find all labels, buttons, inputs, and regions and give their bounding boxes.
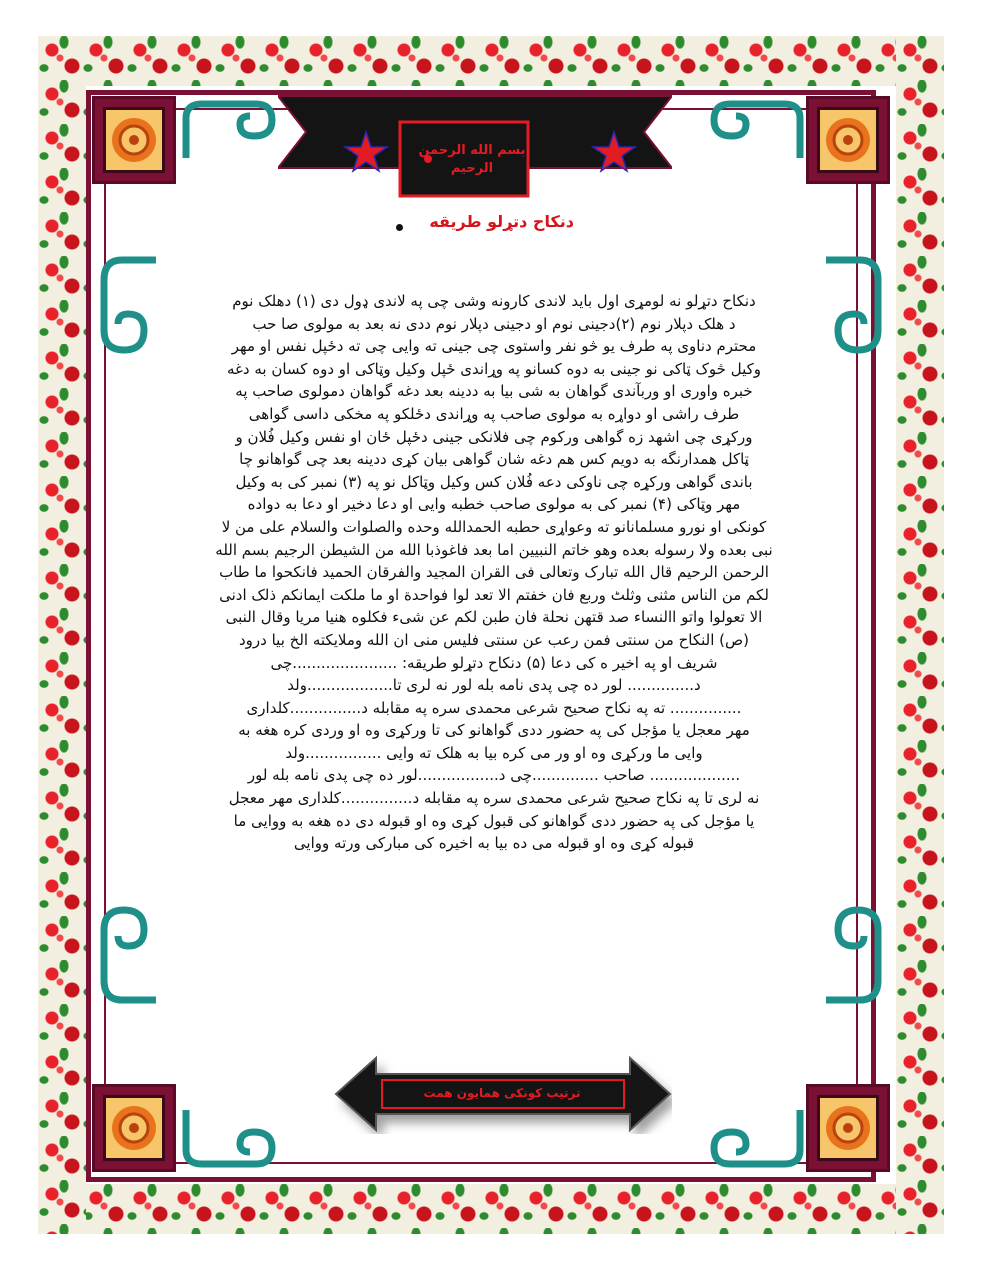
body-line: الا تعولوا واتو االنساء صد قتهن نحلة فان طبن لکم عن شیء فکلوه هنیا مریا وقال النبی [225,608,763,627]
spiral-scroll-icon [96,900,166,1010]
body-line: دنکاح دتړلو نه لومړی اول باید لاندی کارونه وشی چی په لاندی ډول دی (۱) دهلک نوم [232,292,756,310]
spiral-scroll-icon [690,98,810,168]
sunburst-medallion-icon [106,1098,162,1158]
body-line: یا مؤجل کی په حضور ددی گواهانو کی قبول کړی وه او قبوله دی ده هغه به ووایی ما [233,811,755,830]
body-line: لکم من الناس مثنی وثلٹ وربع فان خفتم الا تعد لوا فواحدة او ما ملکت ایمانکم ذلک ادنی [219,585,769,604]
body-line: ورکړی چی اشهد زه گواهی ورکوم چی فلانکی جینی دځپل ځان او نفس وکیل فُلان و [235,427,753,446]
footer-credit: ترتیب کونکی همایون همت [423,1086,581,1100]
body-line: مهر معجل یا مؤجل کی په حضور ددی گواهانو کی تا ورکړی وه او وردی کره هغه به [238,721,750,740]
spiral-scroll-icon [176,1100,296,1170]
body-line: د.............. لور ده چی پدی نامه بله لور نه لری تا..................ولد [287,676,701,695]
body-line: وایی ما ورکړی وه او ور می کره بیا به هلک ته وایی ................ولد [285,743,703,762]
body-line: نه لری تا په نکاح صحیح شرعی محمدی سره په مقابله د...............کلداری مهر معجل [228,789,760,808]
sunburst-medallion-icon [820,1098,876,1158]
body-line: وکیل څوک ټاکی نو جینی به دوه کسانو په وړاندی ځپل وکیل وټاکی او دوه کسان به دغه [227,359,761,378]
flower-border-top [38,36,944,86]
body-line: د هلک دپلار نوم (۲)دجینی نوم او دجینی دپلار نوم ددی نه بعد به مولوی صا حب [252,314,736,333]
body-line: مهر وټاکی (۴) نمبر کی به مولوی صاحب خطبه وایی او دعا دخیر او دعا به دواده [247,495,741,514]
banner-title: بسم الله الرحمن الرحیم [418,143,526,176]
corner-bottom-right [806,1084,890,1172]
sunburst-medallion-icon [820,110,876,170]
corner-top-right [806,96,890,184]
sunburst-medallion-icon [106,110,162,170]
body-line: کونکی او نورو مسلمانانو ته وعواړی حطبه الحمدالله وحده والصلوات والسلام علی من لا [221,517,767,536]
flower-border-left [38,36,86,1234]
flower-border-right [896,36,944,1234]
body-text [160,290,828,855]
corner-bottom-left [92,1084,176,1172]
body-line: طرف راشی او دواړه به مولوی صاحب په وړاندی دځلکو په مخکی داسی گواهی [248,404,740,423]
spiral-scroll-icon [690,1100,810,1170]
body-line: ټاکل همدارنگه به دویم کس هم دغه شان گواهی بیان کړی ددینه بعد چی گواهانو چا [239,450,749,469]
body-line: (ص) النکاح من سنتی فمن رعب عن سنتی فلیس منی ان الله وملایکته الخ بیا درود [239,630,749,649]
body-line: محترم دناوی په طرف یو څو نفر واستوی چی جینی ته وایی چی ته دځپل نفس او مهر [231,337,757,356]
body-line: قبوله کړی وه او قبوله می ده بیا به اخیره کی مبارکی ورته ووایی [293,834,695,853]
subtitle: دنکاح دتړلو طریقه [429,212,574,231]
flower-border-bottom [38,1184,944,1234]
body-line: باندی گواهی ورکړه چی ناوکی دعه فُلان کس وکیل وټاکل نو په (۳) نمبر کی به وکیل [235,472,753,491]
body-line: ............... ته په نکاح صحیح شرعی محمدی سره په مقابله د...............کلداری [246,698,742,717]
body-line: الرحمن الرحیم قال الله تبارک وتعالی فی القران المجید والفرقان الحمید فانکحوا ما طاب [219,563,769,582]
body-line: خبره واوری او وربآندی گواهان به شی بیا به ددینه بعد دغه گواهان دمولوی صاحب په [235,382,753,401]
spiral-scroll-icon [96,250,166,360]
corner-top-left [92,96,176,184]
spiral-scroll-icon [816,900,886,1010]
body-line: شریف او په اخیر ه کی دعا (۵) دنکاح دتړلو طریقه: ......................چی [270,653,718,672]
body-line: ................... صاحب ..............چی د.................لور ده چی پدی نامه بله لور [247,766,741,785]
body-line: نبی بعده ولا رسوله بعده وهو خاتم النبیین اما بعد فاغوذبا الله من الشیطن الرجیم بسم الله [215,540,773,559]
